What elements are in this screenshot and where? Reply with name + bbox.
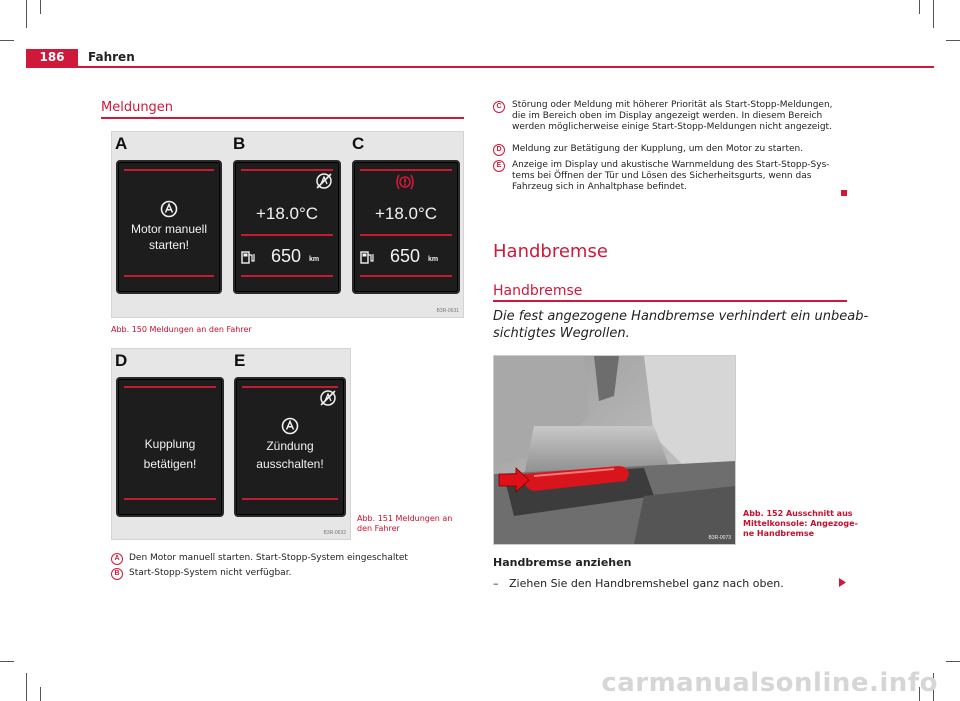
display-bottom-line [241, 275, 333, 277]
figure-152-caption-line1: Abb. 152 Ausschnitt aus [743, 509, 853, 518]
display-c [352, 160, 460, 294]
figure-code: B3R-0632 [323, 530, 346, 536]
subheading-handbremse-anziehen: Handbremse anziehen [493, 556, 632, 569]
range-value: 650 [271, 246, 302, 266]
legend-text-c-line: Störung oder Meldung mit höherer Priorität als Start-Stopp-Meldungen, [512, 100, 833, 110]
figure-151-caption-line1: Abb. 151 Meldungen an [357, 514, 453, 523]
legend-key-a: A [111, 553, 123, 565]
footer-watermark: carmanualsonline.info [601, 668, 938, 698]
handbrake-photo [494, 356, 735, 544]
page-header-title: Fahren [88, 50, 135, 64]
legend-text-e-line: Anzeige im Display und akustische Warnmeldung des Start-Stopp-Sys- [512, 160, 830, 170]
chapter-title: Handbremse [493, 241, 608, 262]
crop-mark [946, 40, 960, 41]
figure-152 [493, 355, 736, 545]
intro-text [493, 308, 868, 342]
panel-letter-a: A [115, 134, 128, 153]
section-rule [493, 300, 847, 302]
crop-mark [40, 0, 41, 14]
display-d-line2: betätigen! [143, 457, 197, 471]
start-stop-unavailable-icon [315, 172, 333, 190]
section-rule [101, 117, 464, 119]
display-mid-line [241, 234, 333, 236]
display-bottom-line [360, 275, 452, 277]
figure-152-caption-line3: ne Handbremse [743, 529, 815, 538]
crop-mark [933, 0, 934, 28]
header-rule [26, 66, 934, 68]
display-e [234, 377, 346, 517]
display-top-line [124, 386, 216, 388]
legend-text-c [512, 100, 833, 133]
figure-code: B3R-0631 [436, 308, 459, 314]
fuel-pump-icon [360, 250, 374, 264]
panel-letter-b: B [233, 134, 246, 153]
figure-150-caption: Abb. 150 Meldungen an den Fahrer [111, 325, 252, 334]
figure-code: B3R-0073 [708, 535, 731, 541]
legend-text-b: Start-Stopp-System nicht verfügbar. [129, 568, 292, 578]
end-of-section-mark [841, 190, 847, 196]
display-mid-line [360, 234, 452, 236]
intro-line1: Die fest angezogene Handbremse verhindert ein unbeab- [493, 309, 869, 324]
page-number: 186 [26, 49, 78, 66]
display-e-line1: Zündung [266, 439, 314, 453]
legend-text-d: Meldung zur Betätigung der Kupplung, um den Motor zu starten. [512, 144, 804, 154]
legend-text-e [512, 160, 830, 193]
step-text: Ziehen Sie den Handbremshebel ganz nach oben. [509, 577, 784, 590]
display-bottom-line [242, 498, 338, 500]
display-a [116, 160, 222, 294]
figure-150 [111, 131, 464, 318]
legend-key-c: C [493, 101, 505, 113]
figure-151-caption-line2: den Fahrer [357, 524, 400, 533]
figure-151 [111, 348, 351, 540]
crop-mark [946, 661, 960, 662]
legend-key-b: B [111, 568, 123, 580]
fuel-pump-icon [241, 250, 255, 264]
section-title-handbremse: Handbremse [493, 283, 583, 299]
range-unit: km [428, 256, 439, 263]
panel-letter-d: D [115, 351, 128, 370]
start-stop-unavailable-icon [319, 389, 337, 407]
crop-mark [26, 0, 27, 28]
start-stop-icon [160, 200, 178, 218]
legend-text-e-line: tems bei Öffnen der Tür und Lösen des Sicherheitsgurts, wenn das [512, 171, 812, 181]
panel-letter-c: C [352, 134, 365, 153]
display-e-line2: ausschalten! [256, 457, 324, 471]
display-a-line2: starten! [148, 238, 190, 252]
crop-mark [40, 687, 41, 701]
crop-mark [0, 40, 14, 41]
figure-152-caption [743, 509, 858, 539]
display-bottom-line [124, 275, 214, 277]
range-unit: km [309, 256, 320, 263]
display-bottom-line [124, 498, 216, 500]
crop-mark [919, 0, 920, 14]
legend-text-c-line: die im Bereich oben im Display angezeigt werden. In diesem Bereich [512, 111, 823, 121]
display-d [116, 377, 224, 517]
figure-151-caption [357, 514, 452, 534]
display-top-line [241, 169, 333, 171]
temperature-readout: +18.0°C [255, 204, 319, 223]
display-d-line1: Kupplung [144, 437, 196, 451]
panel-letter-e: E [234, 351, 246, 370]
display-top-line [360, 169, 452, 171]
figure-152-caption-line2: Mittelkonsole: Angezoge- [743, 519, 858, 528]
display-top-line [124, 169, 214, 171]
legend-text-c-line: werden möglicherweise einige Start-Stopp-Meldungen nicht angezeigt. [512, 122, 832, 132]
display-b [233, 160, 341, 294]
legend-text-a: Den Motor manuell starten. Start-Stopp-System eingeschaltet [129, 553, 408, 563]
warning-light-icon [394, 172, 416, 192]
crop-mark [26, 673, 27, 701]
section-title-meldungen: Meldungen [101, 100, 174, 115]
temperature-readout: +18.0°C [374, 204, 438, 223]
legend-key-e: E [493, 160, 505, 172]
range-value: 650 [390, 246, 421, 266]
step-dash: – [493, 577, 499, 590]
display-a-line1: Motor manuell [130, 222, 208, 236]
crop-mark [0, 661, 14, 662]
continue-arrow-icon [838, 577, 847, 588]
legend-text-e-line: Fahrzeug sich in Anhaltphase befindet. [512, 182, 687, 192]
display-top-line [242, 386, 338, 388]
intro-line2: sichtigtes Wegrollen. [493, 326, 630, 341]
start-stop-icon [281, 417, 299, 435]
legend-key-d: D [493, 144, 505, 156]
